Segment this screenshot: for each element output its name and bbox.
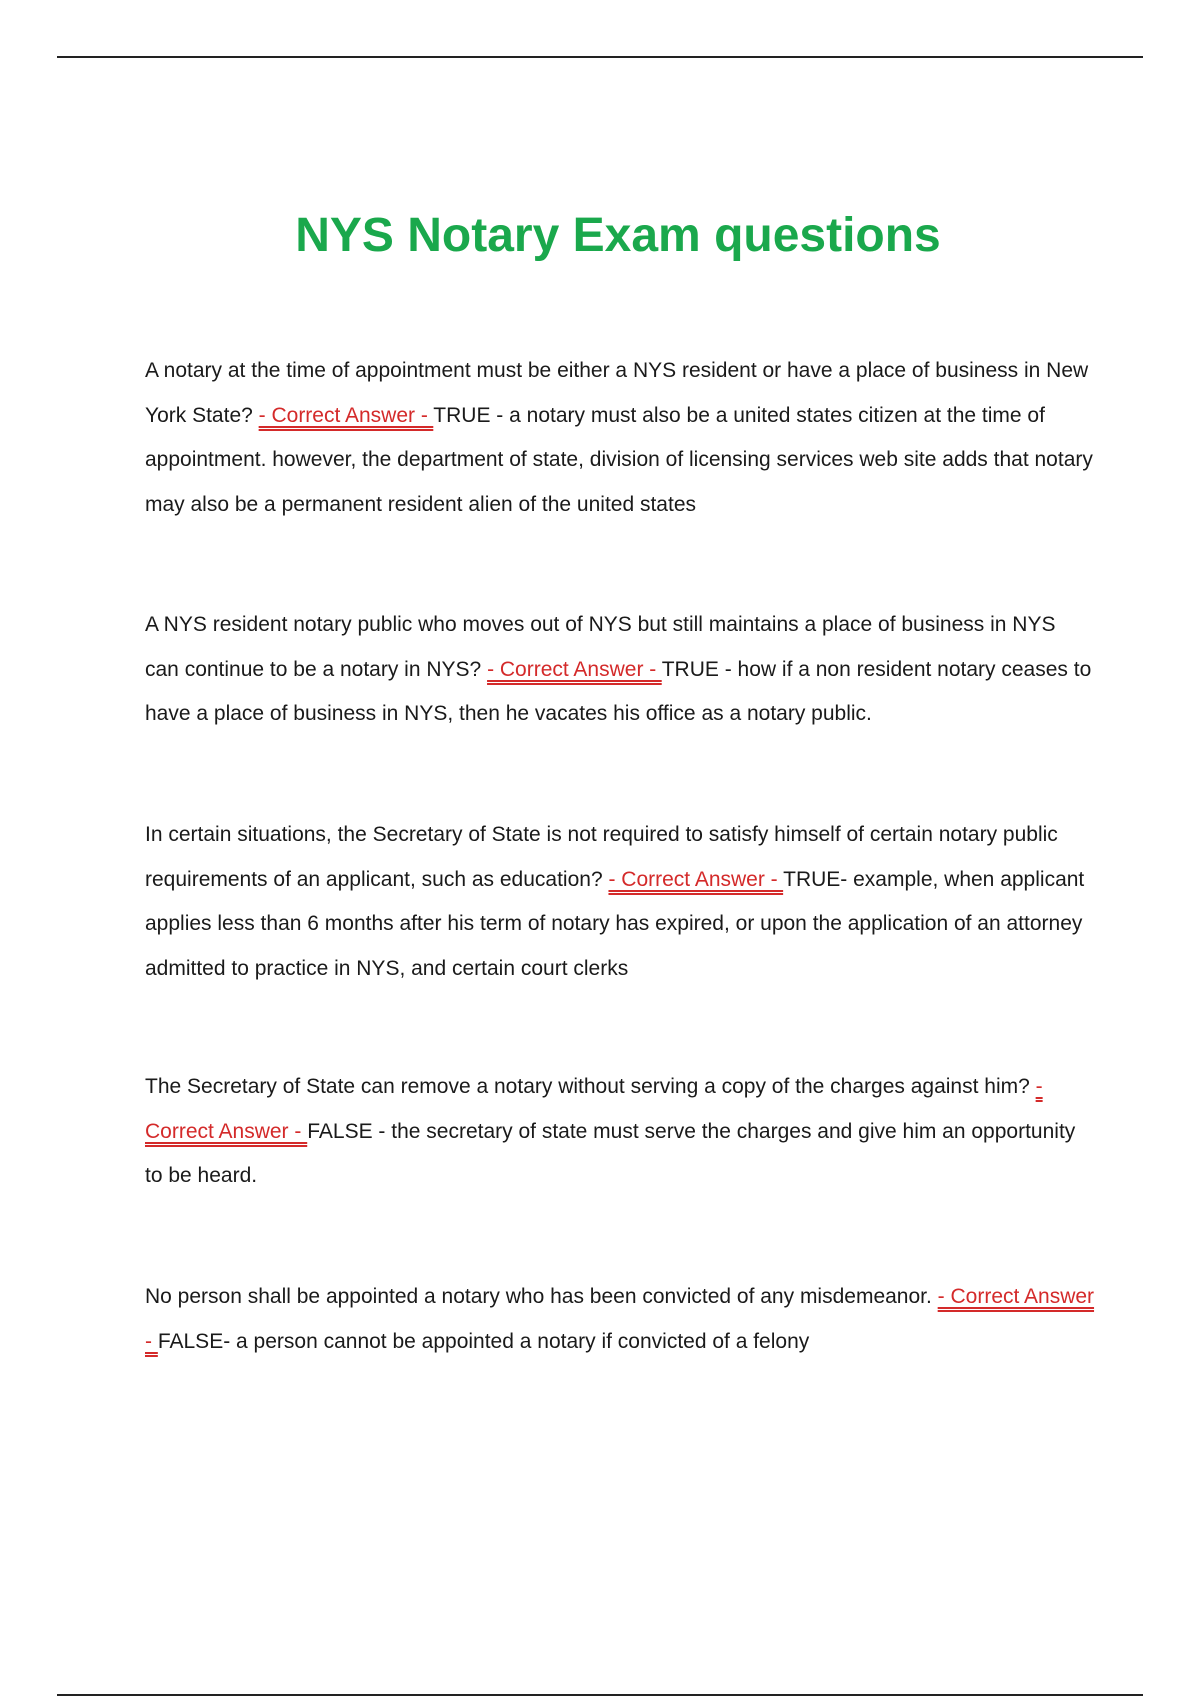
question-text: A NYS resident notary public who moves out of NYS but still maintains a place of business in NYS can continue to be a notary in NYS?: [145, 613, 1056, 681]
answer-text: TRUE - a notary must also be a united states citizen at the time of appointment. however, the department of state, division of licensing services web site adds that notary may also be a permanent resident alien of the united states: [145, 403, 1093, 516]
answer-text: TRUE- example, when applicant applies less than 6 months after his term of notary has expired, or upon the application of an attorney admitted to practice in NYS, and certain court clerks: [145, 867, 1085, 980]
qa-item: [145, 1275, 1095, 1364]
bottom-rule: [57, 1694, 1143, 1696]
qa-item: [145, 1065, 1095, 1199]
question-text: No person shall be appointed a notary who has been convicted of any misdemeanor.: [145, 1285, 938, 1308]
answer-text: TRUE - how if a non resident notary ceases to have a place of business in NYS, then he vacates his office as a notary public.: [145, 657, 1092, 725]
correct-answer-label: - Correct Answer -: [487, 657, 662, 681]
correct-answer-label: - Correct Answer -: [258, 403, 434, 427]
top-rule: [57, 56, 1143, 58]
page-title: NYS Notary Exam questions: [295, 209, 941, 262]
qa-item: [145, 349, 1095, 527]
question-text: A notary at the time of appointment must be either a NYS resident or have a place of business in New York State?: [145, 359, 1089, 427]
correct-answer-label: - Correct Answer -: [145, 1075, 1043, 1143]
correct-answer-label: - Correct Answer -: [145, 1285, 1095, 1353]
qa-item: [145, 603, 1095, 737]
question-text: The Secretary of State can remove a notary without serving a copy of the charges against him?: [145, 1075, 1036, 1098]
answer-text: FALSE - the secretary of state must serve the charges and give him an opportunity to be heard.: [145, 1119, 1076, 1187]
correct-answer-label: - Correct Answer -: [608, 867, 784, 891]
qa-item: [145, 813, 1095, 991]
question-text: In certain situations, the Secretary of State is not required to satisfy himself of certain notary public requirements of an applicant, such as education?: [145, 823, 1058, 891]
answer-text: FALSE- a person cannot be appointed a notary if convicted of a felony: [157, 1329, 810, 1353]
